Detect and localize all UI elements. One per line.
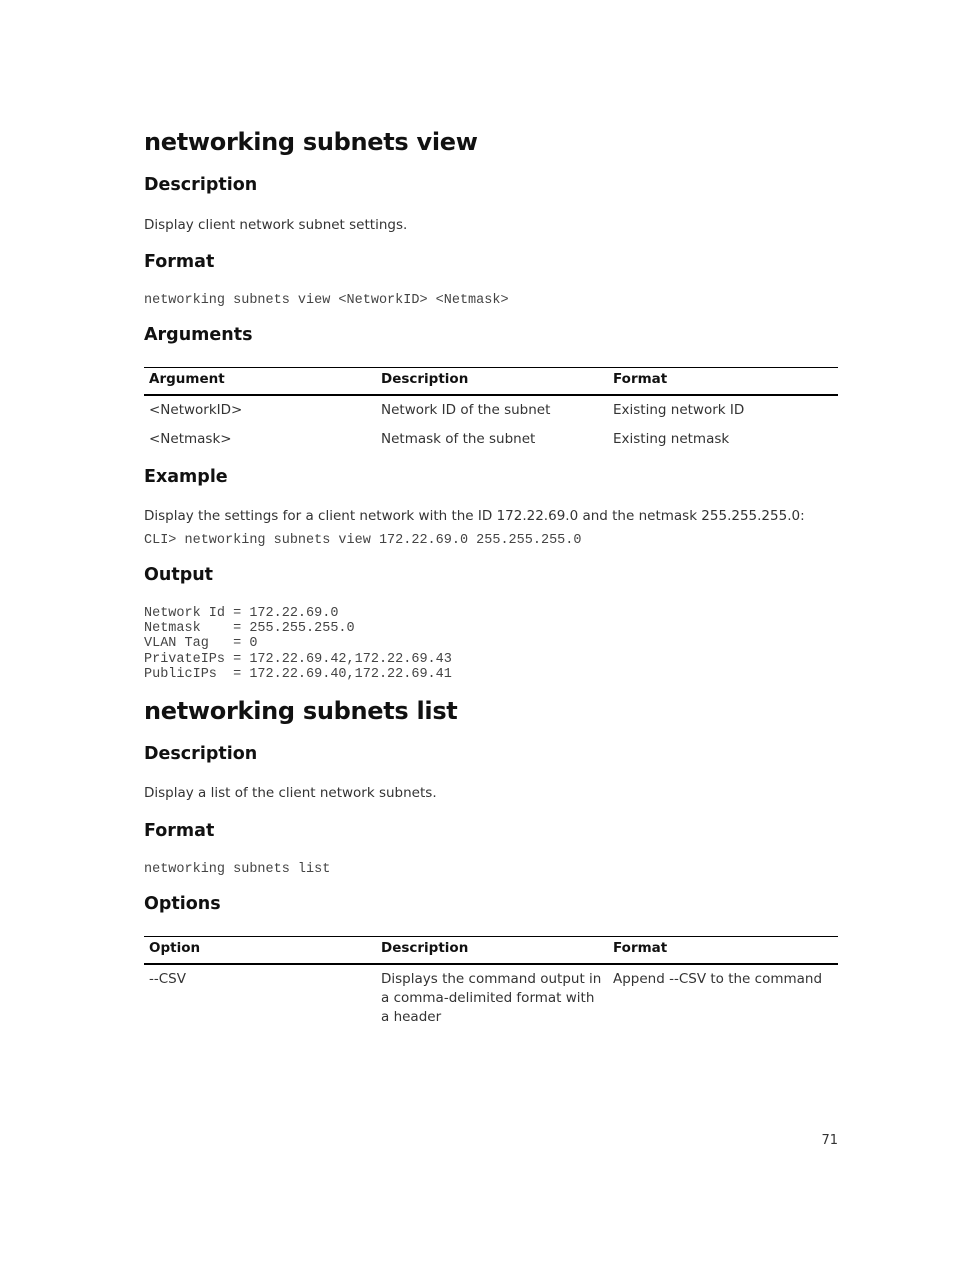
table-header-cell: Format xyxy=(608,368,838,396)
table-cell: Existing netmask xyxy=(613,431,730,447)
table-cell: --CSV xyxy=(149,971,186,987)
page-number: 71 xyxy=(821,1133,838,1148)
format-code: networking subnets list xyxy=(144,862,331,877)
section-title-subnets-list: networking subnets list xyxy=(144,697,458,725)
example-text: Display the settings for a client network with the ID 172.22.69.0 and the netmask 255.255.255.0: xyxy=(144,508,805,524)
output-line: Netmask = 255.255.255.0 xyxy=(144,621,355,637)
section-title-subnets-view: networking subnets view xyxy=(144,128,478,156)
table-header-cell: Description xyxy=(376,937,608,965)
description-heading: Description xyxy=(144,744,258,764)
table-cell: <Netmask> xyxy=(149,431,232,447)
output-block xyxy=(144,606,452,682)
table-header-cell: Argument xyxy=(144,368,376,396)
table-cell: Netmask of the subnet xyxy=(381,431,536,447)
arguments-heading: Arguments xyxy=(144,325,253,345)
table-header-cell: Description xyxy=(376,368,608,396)
options-heading: Options xyxy=(144,894,221,914)
description-heading: Description xyxy=(144,175,258,195)
table-cell: Append --CSV to the command xyxy=(613,971,823,987)
description-text: Display client network subnet settings. xyxy=(144,217,408,233)
table-header-cell: Format xyxy=(608,937,838,965)
table-cell: Displays the command output in a comma-delimited format with a header xyxy=(381,971,602,1025)
format-code: networking subnets view <NetworkID> <Netmask> xyxy=(144,293,509,308)
format-heading: Format xyxy=(144,821,215,841)
example-heading: Example xyxy=(144,467,228,487)
format-heading: Format xyxy=(144,252,215,272)
output-line: Network Id = 172.22.69.0 xyxy=(144,606,339,621)
output-line: VLAN Tag = 0 xyxy=(144,636,258,652)
output-line: PublicIPs = 172.22.69.40,172.22.69.41 xyxy=(144,666,452,682)
arguments-table xyxy=(144,367,838,449)
table-cell: Network ID of the subnet xyxy=(381,402,551,418)
table-row xyxy=(144,420,838,449)
table-cell: Existing network ID xyxy=(613,402,745,418)
table-header-cell: Option xyxy=(144,937,376,965)
options-table xyxy=(144,936,838,1027)
table-row xyxy=(144,395,838,420)
table-cell: <NetworkID> xyxy=(149,402,243,418)
table-header-row xyxy=(144,368,838,396)
output-line: PrivateIPs = 172.22.69.42,172.22.69.43 xyxy=(144,651,452,667)
table-row xyxy=(144,964,838,1027)
example-code: CLI> networking subnets view 172.22.69.0 255.255.255.0 xyxy=(144,533,582,548)
output-heading: Output xyxy=(144,565,214,585)
description-text: Display a list of the client network subnets. xyxy=(144,785,437,801)
table-header-row xyxy=(144,937,838,965)
